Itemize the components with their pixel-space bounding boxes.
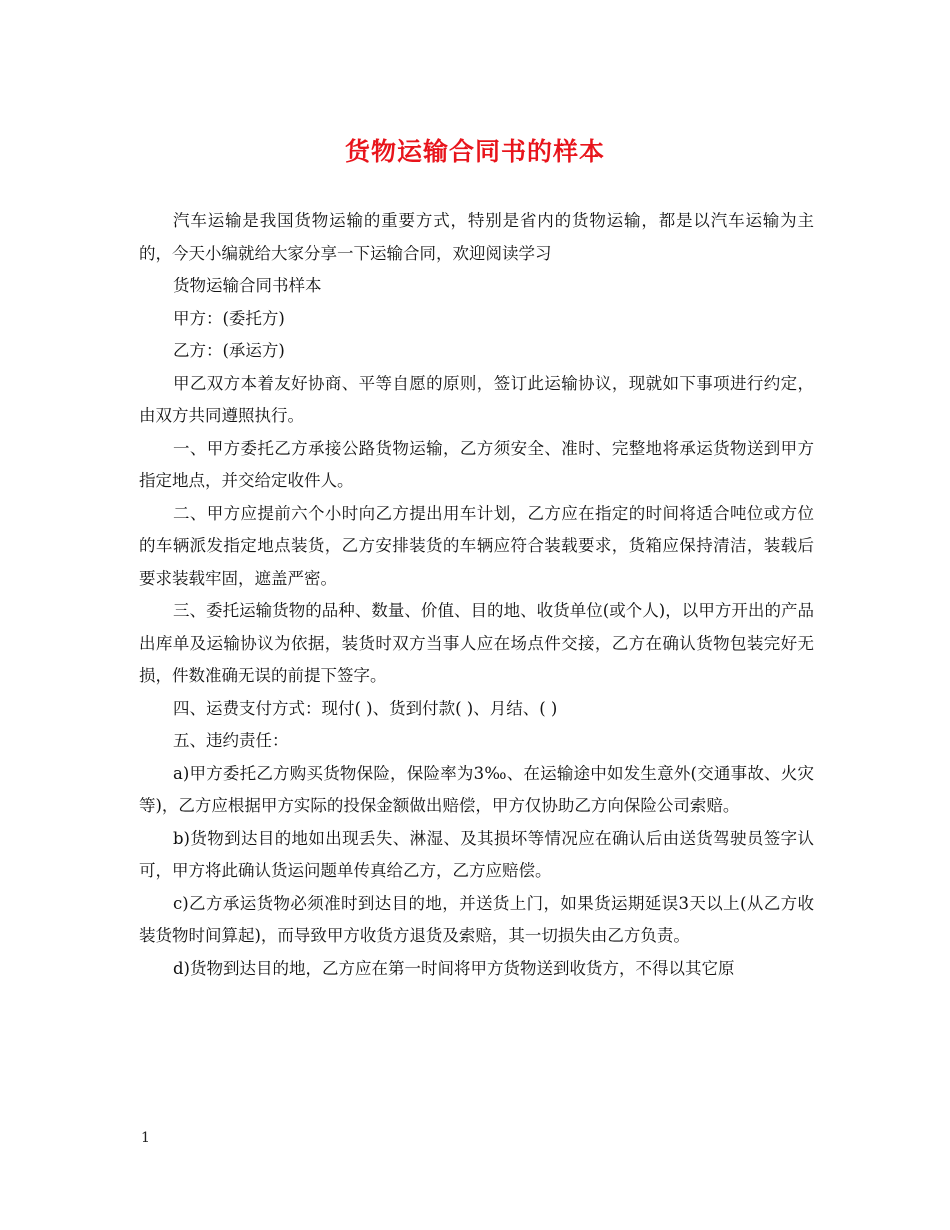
paragraph-clause-5b: b)货物到达目的地如出现丢失、淋湿、及其损坏等情况应在确认后由送货驾驶员签字认可，甲方将此确认货运问题单传真给乙方，乙方应赔偿。: [139, 828, 814, 880]
paragraph-clause-2: 二、甲方应提前六个小时向乙方提出用车计划，乙方应在指定的时间将适合吨位或方位的车辆派发指定地点装货，乙方安排装货的车辆应符合装载要求，货箱应保持清洁，装载后要求装载牢固，遮盖严密。: [139, 503, 814, 588]
paragraph-intro: 汽车运输是我国货物运输的重要方式，特别是省内的货物运输，都是以汽车运输为主的，今天小编就给大家分享一下运输合同，欢迎阅读学习: [139, 211, 814, 263]
paragraph-clause-5a: a)甲方委托乙方购买货物保险，保险率为3‰、在运输途中如发生意外(交通事故、火灾等)，乙方应根据甲方实际的投保金额做出赔偿，甲方仅协助乙方向保险公司索赔。: [139, 763, 814, 815]
document-title: 货物运输合同书的样本: [344, 137, 605, 166]
paragraph-clause-5c: c)乙方承运货物必须准时到达目的地，并送货上门，如果货运期延误3天以上(从乙方收装货物时间算起)，而导致甲方收货方退货及索赔，其一切损失由乙方负责。: [139, 893, 814, 945]
paragraph-clause-4: 四、运费支付方式：现付( )、货到付款( )、月结、( ): [173, 698, 558, 718]
paragraph-clause-5d: d)货物到达目的地，乙方应在第一时间将甲方货物送到收货方，不得以其它原: [173, 958, 735, 978]
paragraph-subtitle: 货物运输合同书样本: [173, 276, 322, 295]
paragraph-clause-3: 三、委托运输货物的品种、数量、价值、目的地、收货单位(或个人)，以甲方开出的产品出库单及运输协议为依据，装货时双方当事人应在场点件交接，乙方在确认货物包装完好无损，件数准确无误的前提下签字。: [139, 601, 814, 685]
paragraph-party-b: 乙方：(承运方): [173, 341, 285, 360]
paragraph-party-a: 甲方：(委托方): [173, 308, 285, 328]
document-body: [139, 205, 814, 985]
paragraph-clause-1: 一、甲方委托乙方承接公路货物运输，乙方须安全、准时、完整地将承运货物送到甲方指定地点，并交给定收件人。: [139, 438, 814, 490]
page-number: 1: [141, 1130, 150, 1146]
paragraph-clause-5: 五、违约责任：: [173, 731, 289, 750]
paragraph-preamble: 甲乙双方本着友好协商、平等自愿的原则，签订此运输协议，现就如下事项进行约定，由双方共同遵照执行。: [139, 373, 814, 425]
